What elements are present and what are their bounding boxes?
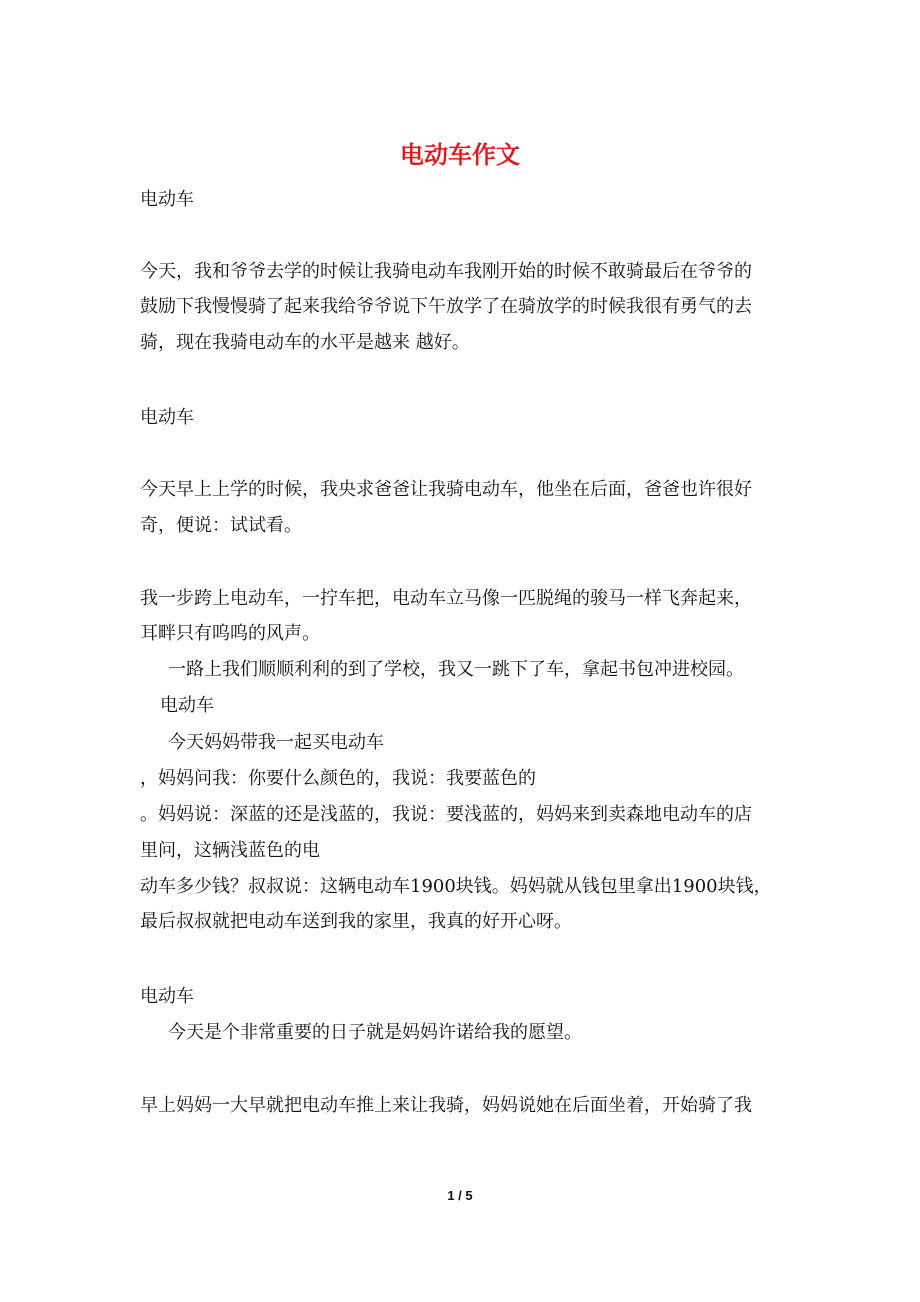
paragraph-line: 鼓励下我慢慢骑了起来我给爷爷说下午放学了在骑放学的时候我很有勇气的去: [140, 296, 752, 317]
section-heading: 电动车: [160, 695, 214, 716]
paragraph-line: 今天，我和爷爷去学的时候让我骑电动车我刚开始的时候不敢骑最后在爷爷的: [140, 261, 752, 282]
paragraph-line: 骑，现在我骑电动车的水平是越来 越好。: [140, 332, 470, 353]
paragraph-line: 今天早上上学的时候，我央求爸爸让我骑电动车，他坐在后面，爸爸也许很好: [140, 479, 752, 500]
paragraph-line: 一路上我们顺顺利利的到了学校，我又一跳下了车，拿起书包冲进校园。: [168, 659, 744, 680]
section-heading: 电动车: [140, 407, 194, 428]
paragraph-line: 动车多少钱？叔叔说：这辆电动车1900块钱。妈妈就从钱包里拿出1900块钱，: [140, 876, 772, 897]
paragraph-line: 我一步跨上电动车，一拧车把，电动车立马像一匹脱绳的骏马一样飞奔起来，: [140, 588, 752, 609]
paragraph-line: 最后叔叔就把电动车送到我的家里，我真的好开心呀。: [140, 911, 572, 932]
paragraph-line: 早上妈妈一大早就把电动车推上来让我骑，妈妈说她在后面坐着，开始骑了我: [140, 1095, 752, 1116]
page-number: 1 / 5: [447, 1188, 473, 1203]
paragraph-line: 里问，这辆浅蓝色的电: [140, 840, 320, 861]
section-heading: 电动车: [140, 189, 194, 210]
paragraph-line: 今天妈妈带我一起买电动车: [168, 732, 384, 753]
paragraph-line: 耳畔只有呜呜的风声。: [140, 623, 320, 644]
section-heading: 电动车: [140, 986, 194, 1007]
paragraph-line: 今天是个非常重要的日子就是妈妈许诺给我的愿望。: [168, 1022, 582, 1043]
paragraph-line: 。妈妈说：深蓝的还是浅蓝的，我说：要浅蓝的，妈妈来到卖森地电动车的店: [140, 804, 752, 825]
document-title: 电动车作文: [400, 140, 520, 169]
paragraph-line: ，妈妈问我：你要什么颜色的，我说：我要蓝色的: [140, 768, 536, 789]
paragraph-line: 奇，便说：试试看。: [140, 515, 302, 536]
